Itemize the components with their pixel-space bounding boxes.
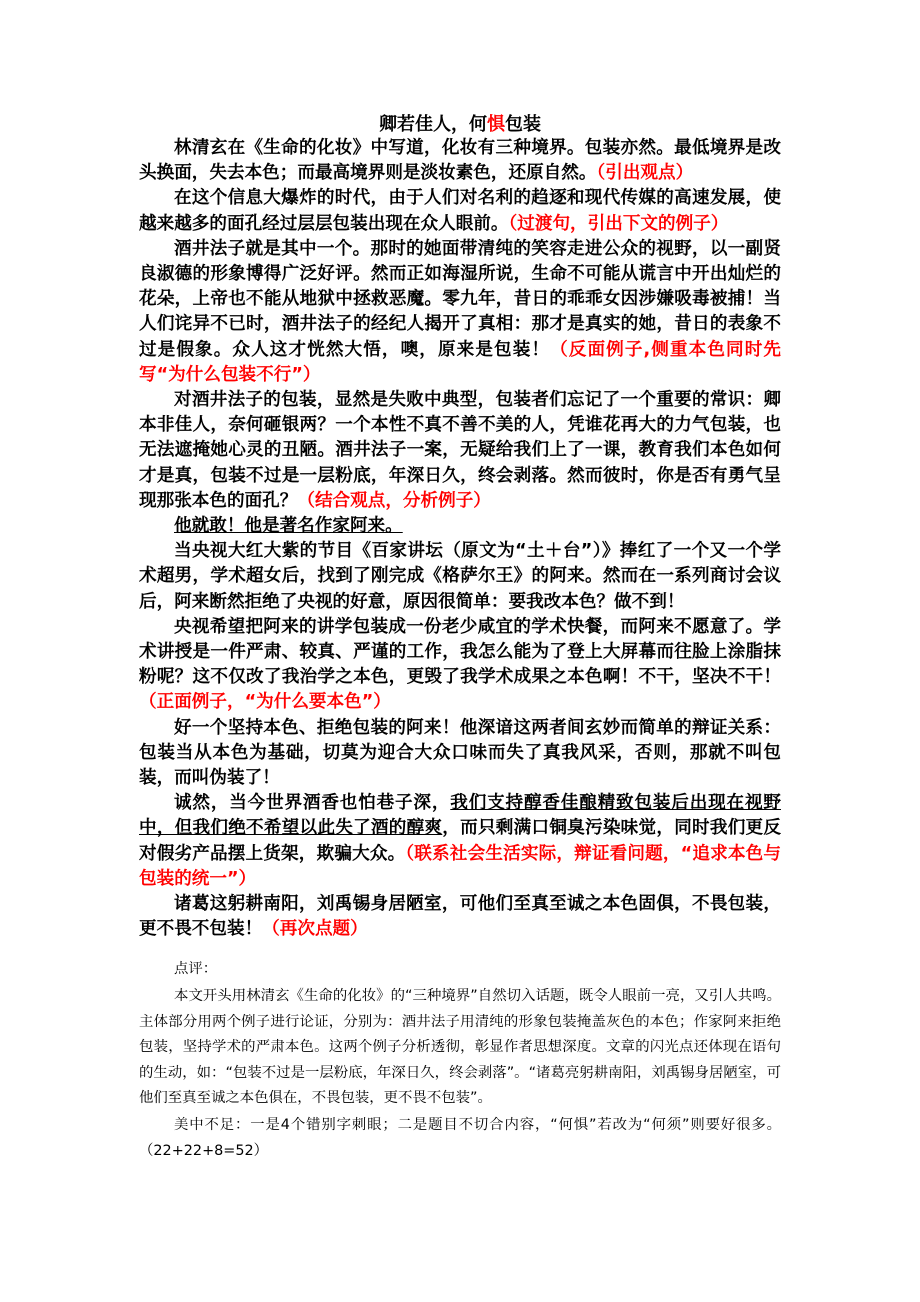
paragraph-text: 央视希望把阿来的讲学包装成一份老少咸宜的学术快餐，而阿来不愿意了。学术讲授是一件严肃、较真、严谨的工作，我怎么能为了登上大屏幕而往脸上涂脂抹粉呢？这不仅改了我治学之本色，更毁了我学术成果之本色啊！不干，坚决不干！	[139, 616, 781, 688]
title-highlight-char: 惧	[487, 114, 505, 135]
underlined-sentence: 我们支持醇香佳酿精致包装后出现在视野中，但我们绝不希望以此失了酒的醇爽	[139, 793, 781, 839]
paragraph-text: 在这个信息大爆炸的时代，由于人们对名利的趋逐和现代传媒的高速发展，使越来越多的面孔经过层层包装出现在众人眼前。	[139, 188, 781, 234]
annotation-note: （过渡句，引出下文的例子）	[508, 213, 729, 234]
paragraph-text: 诚然，当今世界酒香也怕巷子深，	[174, 793, 451, 814]
title-post: 包装	[505, 114, 541, 135]
paragraph-6	[139, 539, 781, 615]
paragraph-text: 当央视大红大紫的节目《百家讲坛（原文为“土＋台”）》捧红了一个又一个学术超男，学术超女后，找到了刚完成《格萨尔王》的阿来。然而在一系列商讨会议后，阿来断然拒绝了央视的好意，原因很简单：要我改本色？做不到！	[139, 541, 781, 612]
essay-body	[139, 136, 781, 943]
paragraph-text: ，而只剩满口铜臭污染味觉，同时我们更反对假劣产品摆上货架，欺骗大众。	[139, 818, 781, 864]
paragraph-10	[139, 892, 781, 942]
review-section	[139, 957, 781, 1164]
paragraph-9	[139, 791, 781, 892]
paragraph-1	[139, 136, 781, 186]
paragraph-3	[139, 237, 781, 388]
annotation-note: （再次点题）	[262, 919, 368, 940]
paragraph-5	[139, 514, 781, 539]
annotation-note: （结合观点，分析例子）	[297, 490, 491, 511]
paragraph-2	[139, 186, 781, 236]
paragraph-text: 对酒井法子的包装，显然是失败中典型，包装者们忘记了一个重要的常识：卿本非佳人，奈何砸银两？一个本性不真不善不美的人，凭谁花再大的力气包装，也无法遮掩她心灵的丑陋。酒井法子一案，无疑给我们上了一课，教育我们本色如何才是真，包装不过是一层粉底，年深日久，终会剥落。然而彼时，你是否有勇气呈现那张本色的面孔？	[139, 390, 781, 511]
paragraph-8	[139, 716, 781, 792]
annotation-note: （正面例子，“为什么要本色”）	[139, 692, 391, 713]
essay-title	[0, 112, 920, 138]
annotation-note: （联系社会生活实际，辩证看问题，“追求本色与包装的统一”）	[139, 843, 781, 889]
paragraph-text: 林清玄在《生命的化妆》中写道，化妆有三种境界。包装亦然。最低境界是改头换面，失去本色；而最高境界则是淡妆素色，还原自然。	[139, 138, 781, 184]
annotation-note: （引出观点）	[596, 163, 694, 184]
paragraph-text: 好一个坚持本色、拒绝包装的阿来！他深谙这两者间玄妙而简单的辩证关系：包装当从本色为基础，切莫为迎合大众口味而失了真我风采，否则，那就不叫包装，而叫伪装了！	[139, 717, 781, 789]
annotation-note: （反面例子,侧重本色同时先写“为什么包装不行”）	[139, 339, 781, 385]
paragraph-text: 诸葛这躬耕南阳，刘禹锡身居陋室，可他们至真至诚之本色固俱，不畏包装，更不畏不包装！	[139, 894, 781, 940]
review-paragraph-2: 美中不足：一是4个错别字刺眼；二是题目不切合内容，“何惧”若改为“何须”则要好很多。（22+22+8=52）	[139, 1117, 781, 1159]
review-heading: 点评：	[174, 961, 218, 977]
review-paragraph-1: 本文开头用林清玄《生命的化妆》的“三种境界”自然切入话题，既令人眼前一亮，又引人共鸣。主体部分用两个例子进行论证，分别为：酒井法子用清纯的形象包装掩盖灰色的本色；作家阿来拒绝包装，坚持学术的严肃本色。这两个例子分析透彻，彰显作者思想深度。文章的闪光点还体现在语句的生动，如：“包装不过是一层粉底，年深日久，终会剥落”。“诸葛亮躬耕南阳，刘禹锡身居陋室，可他们至真至诚之本色俱在，不畏包装，更不畏不包装”。	[139, 988, 781, 1107]
title-pre: 卿若佳人，何	[379, 114, 487, 135]
paragraph-text: 酒井法子就是其中一个。那时的她面带清纯的笑容走进公众的视野，以一副贤良淑德的形象博得广泛好评。然而正如海湿所说，生命不可能从谎言中开出灿烂的花朵，上帝也不能从地狱中拯救恶魔。零九年，昔日的乖乖女因涉嫌吸毒被捕！当人们诧异不已时，酒井法子的经纪人揭开了真相：那才是真实的她，昔日的表象不过是假象。众人这才恍然大悟，噢，原来是包装！	[139, 238, 781, 360]
paragraph-4	[139, 388, 781, 514]
underlined-sentence: 他就敢！他是著名作家阿来。	[174, 516, 403, 537]
paragraph-7	[139, 615, 781, 716]
